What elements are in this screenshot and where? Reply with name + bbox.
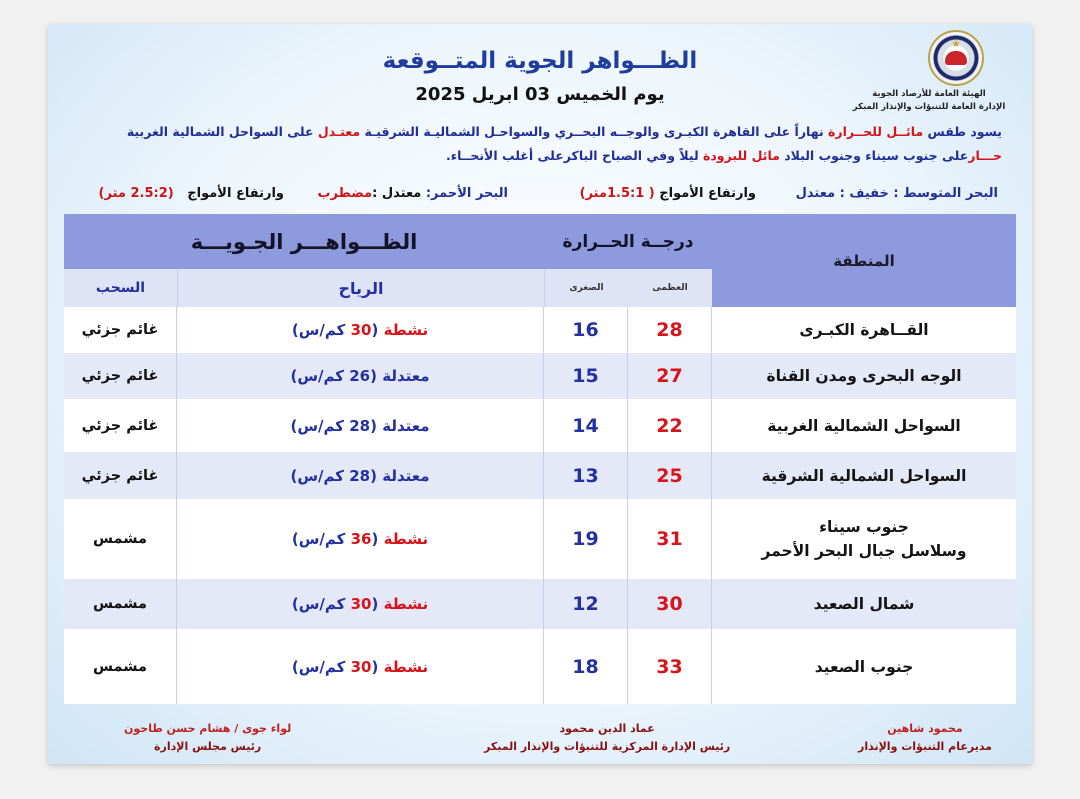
header-wind: الرياح	[177, 269, 544, 307]
header-clouds: السحب	[64, 269, 177, 307]
table-row	[64, 499, 1016, 579]
wind-speed: (30 كم/س)	[291, 595, 379, 613]
cell-clouds: مشمس	[64, 499, 177, 579]
cell-min-temp: 12	[544, 579, 628, 629]
cell-wind	[177, 579, 544, 629]
header-min: الصغرى	[544, 269, 628, 307]
org-line-1: الهيئة العامة للأرصاد الجوية	[872, 89, 986, 99]
region-name: جنوب الصعيد	[814, 657, 914, 676]
cell-max-temp: 33	[628, 629, 712, 704]
cell-region	[712, 499, 1016, 579]
signature-center	[484, 720, 730, 756]
wind-state: نشطة	[383, 657, 429, 676]
region-name: الوجه البحرى ومدن القناة	[766, 367, 962, 385]
table-row	[64, 353, 1016, 399]
table-row	[64, 579, 1016, 629]
table-row	[64, 452, 1016, 499]
cell-max-temp: 27	[628, 353, 712, 399]
signature-left-name: لواء جوى / هشام حسن طاحون	[124, 722, 292, 735]
region-name: القــاهرة الكبـرى	[799, 321, 929, 339]
red-sea-state: البحر الأحمر: معتدل :مضطرب	[317, 186, 508, 201]
wind-speed: (36 كم/س)	[291, 530, 379, 548]
cell-max-temp: 30	[628, 579, 712, 629]
table-header-top	[64, 214, 712, 269]
signature-center-name: عماد الدين محمود	[559, 722, 655, 735]
wind-speed: (30 كم/س)	[291, 321, 379, 339]
wind-state: نشطة	[383, 321, 429, 339]
wind-speed-number: 30	[350, 321, 372, 339]
region-name: شمال الصعيد	[813, 595, 915, 613]
wind-speed: (30 كم/س)	[291, 657, 379, 676]
cell-clouds: غائم جزئي	[64, 353, 177, 399]
signature-left	[124, 720, 291, 756]
emblem-star-icon: ★	[951, 39, 961, 50]
wind-state: معتدلة	[382, 466, 430, 485]
table-row	[64, 307, 1016, 353]
signature-right-name: محمود شاهين	[887, 722, 963, 735]
mediterranean-sea-state: البحر المتوسط : خفيف : معتدل	[795, 186, 998, 201]
wind-speed-number: 30	[350, 657, 372, 676]
mediterranean-waves: وارتفاع الأمواج ( 1.5:1متر)	[579, 186, 756, 201]
cell-region	[712, 307, 1016, 353]
cell-region	[712, 399, 1016, 452]
cell-region	[712, 452, 1016, 499]
red-sea-waves: وارتفاع الأمواج (2.5:2 متر)	[98, 186, 284, 201]
table-row	[64, 629, 1016, 704]
cell-clouds: غائم جزئي	[64, 399, 177, 452]
header-phenomena: الظـــواهـــر الجـويـــة	[190, 229, 418, 254]
org-line-2: الإدارة العامة للتنبؤات والإنذار المبكر	[852, 102, 1006, 112]
wind-state: معتدلة	[382, 367, 430, 385]
cell-wind	[177, 499, 544, 579]
cell-clouds: غائم جزئي	[64, 452, 177, 499]
forecast-summary	[72, 120, 1002, 168]
cell-max-temp: 25	[628, 452, 712, 499]
signature-left-role: رئيس مجلس الإدارة	[154, 740, 262, 753]
cell-clouds: مشمس	[64, 629, 177, 704]
wind-state: نشطة	[383, 530, 429, 548]
region-name-line-2: وسلاسل جبال البحر الأحمر	[761, 542, 967, 560]
forecast-card	[48, 24, 1032, 764]
cell-wind	[177, 307, 544, 353]
cell-max-temp: 22	[628, 399, 712, 452]
table-row	[64, 399, 1016, 452]
wind-speed: (28 كم/س)	[290, 416, 377, 435]
summary-line-2: حـــارعلى جنوب سيناء وجنوب البلاد مائل للبرودة ليلاً وفي الصباح الباكرعلى أغلب الأنحــاء.	[445, 148, 1002, 163]
cell-clouds: غائم جزئي	[64, 307, 177, 353]
signature-right	[858, 720, 992, 756]
header-max: العظمى	[628, 269, 712, 307]
header-region: المنطقة	[712, 214, 1016, 307]
header-temperature: درجــة الحــرارة	[562, 231, 694, 252]
page-title: الظـــواهر الجوية المتــوقعة	[382, 48, 698, 74]
wind-state: معتدلة	[382, 416, 430, 435]
cell-region	[712, 353, 1016, 399]
cell-wind	[177, 629, 544, 704]
cell-min-temp: 14	[544, 399, 628, 452]
cell-min-temp: 13	[544, 452, 628, 499]
cell-region	[712, 579, 1016, 629]
signature-center-role: رئيس الإدارة المركزية للتنبؤات والإنذار المبكر	[484, 740, 731, 753]
cell-region	[712, 629, 1016, 704]
cell-wind	[177, 399, 544, 452]
cell-wind	[177, 353, 544, 399]
cell-min-temp: 19	[544, 499, 628, 579]
cell-min-temp: 18	[544, 629, 628, 704]
region-name: جنوب سيناء	[819, 518, 909, 536]
wind-speed: (26 كم/س)	[290, 367, 377, 385]
wind-state: نشطة	[383, 595, 429, 613]
region-name: السواحل الشمالية الشرقية	[761, 466, 967, 485]
summary-line-1: يسود طقس مائــل للحــرارة نهاراً على القاهرة الكبـرى والوجــه البحــري والسواحـل الشماليـة الشرقيـة معتـدل على السواحل الشمالية الغربية	[126, 124, 1002, 139]
wind-speed: (28 كم/س)	[290, 466, 377, 485]
cell-min-temp: 15	[544, 353, 628, 399]
wind-speed-number: 36	[350, 530, 372, 548]
cell-wind	[177, 452, 544, 499]
cell-max-temp: 31	[628, 499, 712, 579]
forecast-table	[64, 214, 1016, 704]
cell-max-temp: 28	[628, 307, 712, 353]
wind-speed-number: 30	[350, 595, 372, 613]
cell-clouds: مشمس	[64, 579, 177, 629]
cell-min-temp: 16	[544, 307, 628, 353]
forecast-date: يوم الخميس 03 ابريل 2025	[415, 84, 665, 105]
region-name: السواحل الشمالية الغربية	[767, 416, 961, 435]
signature-right-role: مديرعام التنبؤات والإنذار	[858, 740, 992, 753]
